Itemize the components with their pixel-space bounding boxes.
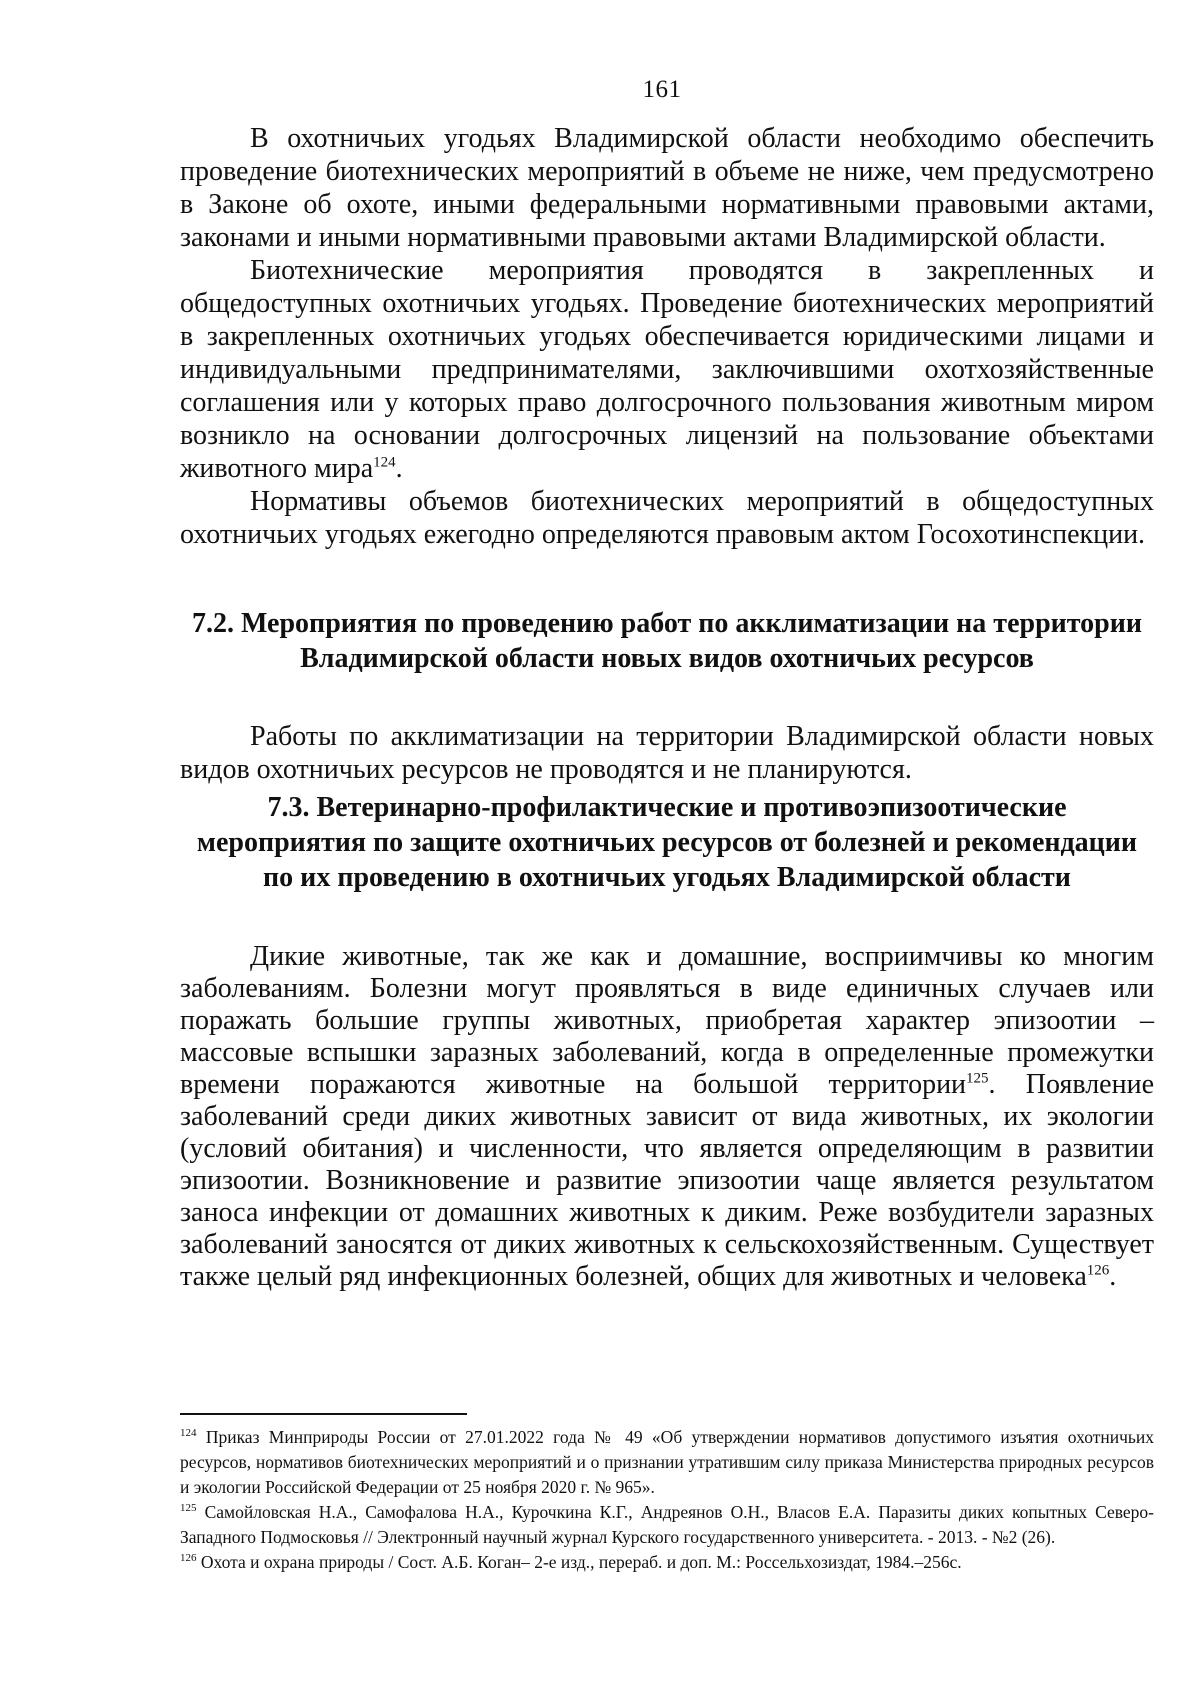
paragraph-end: .	[395, 453, 403, 484]
heading-line: 7.2. Мероприятия по проведению работ по акклиматизации на территории	[192, 608, 1142, 639]
heading-line: 7.3. Ветеринарно-профилактические и противоэпизоотические	[267, 792, 1067, 823]
paragraph: В охотничьих угодьях Владимирской области необходимо обеспечить проведение биотехнических мероприятий в объеме не ниже, чем предусмотрено в Законе об охоте, иными федеральными нормативными правовыми актами, законами и иными нормативными правовыми актами Владимирской области.	[180, 123, 1154, 253]
heading-line: мероприятия по защите охотничьих ресурсов от болезней и рекомендации	[196, 827, 1138, 858]
section-heading	[180, 606, 1154, 676]
heading-line: по их проведению в охотничьих угодьях Владимирской области	[263, 862, 1071, 893]
footnote-number: 126	[180, 1552, 197, 1565]
section-7-2	[180, 606, 1154, 786]
footnote-ref[interactable]: 125	[966, 1070, 989, 1087]
paragraph-end: .	[1109, 1261, 1117, 1292]
section-7-3	[180, 790, 1154, 1293]
footnote-item	[180, 1500, 1154, 1550]
footnote-text: Самойловская Н.А., Самофалова Н.А., Курочкина К.Г., Андреянов О.Н., Власов Е.А. Паразиты диких копытных Северо-Западного Подмосковья // Электронный научный журнал Курского государственного университета. - 2013. - №2 (26).	[180, 1502, 1154, 1547]
footnote-ref[interactable]: 124	[373, 454, 396, 471]
paragraph-text: Биотехнические мероприятия проводятся в закрепленных и общедоступных охотничьих угодьях. Проведение биотехнических мероприятий в закрепленных охотничьих угодьях обеспечивается юридическими лицами и индивидуальными предпринимателями, заключившими охотхозяйственные соглашения или у которых право долгосрочного пользования животным миром возникло на основании долгосрочных лицензий на пользование объектами животного мира	[180, 255, 1154, 484]
footnote-number: 124	[180, 1427, 197, 1440]
footnote-ref[interactable]: 126	[1086, 1262, 1110, 1279]
paragraph-text: . Появление заболеваний среди диких животных зависит от вида животных, их экологии (условий обитания) и численности, что является определяющим в развитии эпизоотии. Возникновение и развитие эпизоотии чаще является результатом заноса инфекции от домашних животных к диким. Реже возбудители заразных заболеваний заносятся от диких животных к сельскохозяйственным. Существует также целый ряд инфекционных болезней, общих для животных и человека	[180, 1069, 1154, 1292]
footnote-item	[180, 1425, 1154, 1500]
footnote-item	[180, 1550, 1154, 1575]
section-heading	[180, 790, 1154, 895]
page-number: 161	[642, 76, 682, 103]
footnote-text: Приказ Минприроды России от 27.01.2022 года № 49 «Об утверждении нормативов допустимого изъятия охотничьих ресурсов, нормативов биотехнических мероприятий и о признании утратившим силу приказа Министерства природных ресурсов и экологии Российской Федерации от 25 ноября 2020 г. № 965».	[180, 1427, 1154, 1497]
paragraph	[180, 941, 1154, 1293]
paragraph: Нормативы объемов биотехнических мероприятий в общедоступных охотничьих угодьях ежегодно определяются правовым актом Госохотинспекции.	[180, 486, 1154, 550]
footnote-separator	[180, 1413, 467, 1415]
footnotes	[180, 1425, 1154, 1575]
paragraph	[180, 254, 1154, 485]
paragraph: Работы по акклиматизации на территории Владимирской области новых видов охотничьих ресурсов не проводятся и не планируются.	[180, 721, 1154, 785]
section-biotech-text	[180, 122, 1154, 551]
footnote-text: Охота и охрана природы / Сост. А.Б. Коган– 2-е изд., перераб. и доп. М.: Россельхозиздат, 1984.–256с.	[196, 1552, 962, 1572]
footnote-number: 125	[180, 1502, 197, 1515]
paragraph-text: Дикие животные, так же как и домашние, восприимчивы ко многим заболеваниям. Болезни могут проявляться в виде единичных случаев или поражать большие группы животных, приобретая характер эпизоотии – массовые вспышки заразных заболеваний, когда в определенные промежутки времени поражаются животные на большой территории	[180, 941, 1154, 1100]
heading-line: Владимирской области новых видов охотничьих ресурсов	[300, 643, 1034, 674]
